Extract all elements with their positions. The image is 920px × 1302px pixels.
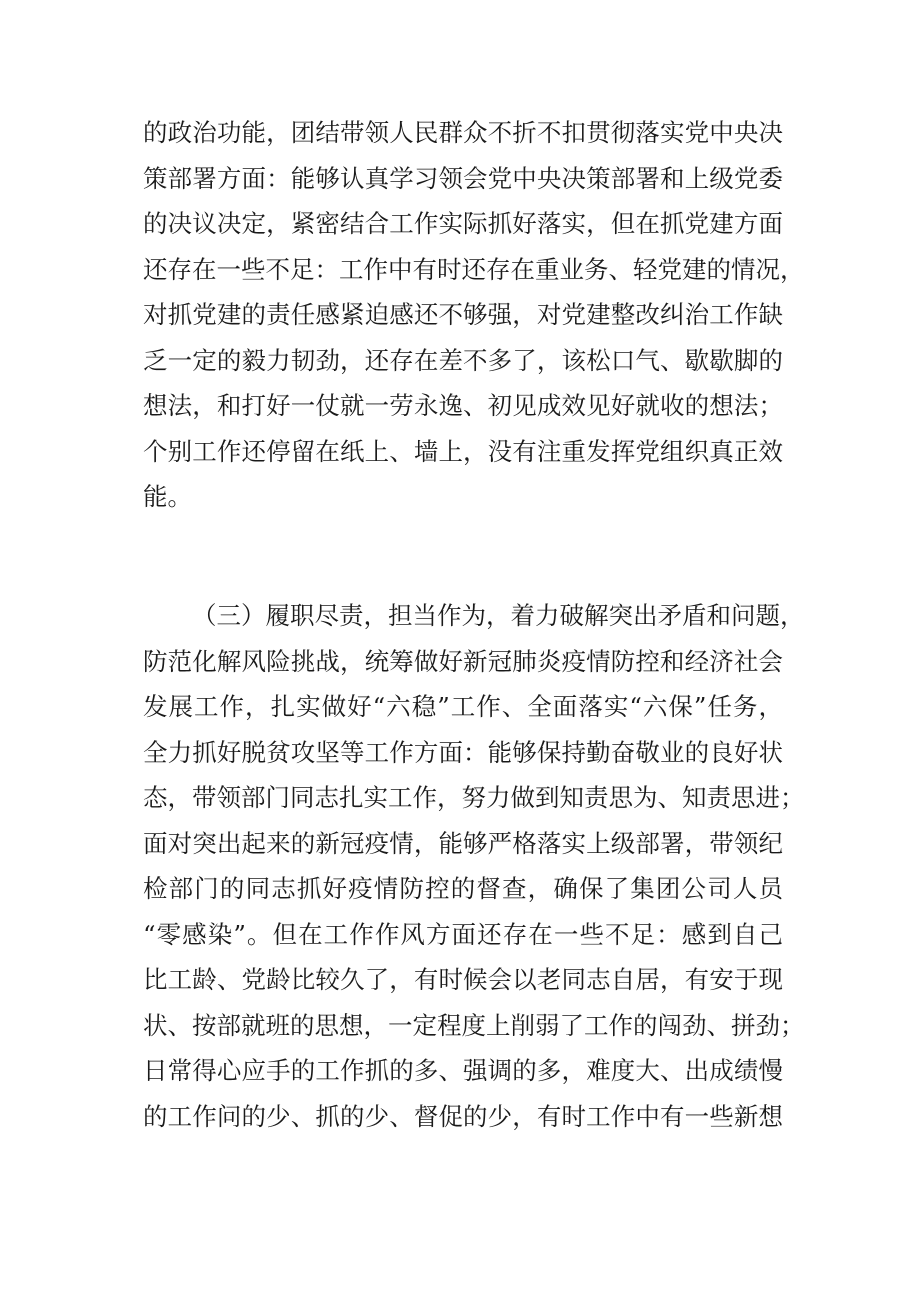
text-line: 能。 [143, 482, 192, 511]
text-line: 全力抓好脱贫攻坚等工作方面：能够保持勤奋敬业的良好状 [143, 737, 783, 767]
paragraph-2 [143, 593, 805, 1139]
text-line: 防范化解风险挑战，统筹做好新冠肺炎疫情防控和经济社会 [143, 646, 783, 676]
text-line: 的决议决定，紧密结合工作实际抓好落实，但在抓党建方面 [143, 209, 783, 238]
text-line: 比工龄、党龄比较久了，有时候会以老同志自居，有安于现 [143, 965, 783, 994]
text-line: 还存在一些不足：工作中有时还存在重业务、轻党建的情况， [143, 254, 805, 284]
text-line: 发展工作，扎实做好“六稳”工作、全面落实“六保”任务， [143, 692, 783, 721]
text-line: 的工作问的少、抓的少、督促的少，有时工作中有一些新想 [143, 1101, 783, 1131]
text-line: 策部署方面：能够认真学习领会党中央决策部署和上级党委 [143, 163, 783, 193]
text-line: “零感染”。但在工作作风方面还存在一些不足：感到自己 [143, 919, 783, 949]
text-line: 乏一定的毅力韧劲，还存在差不多了，该松口气、歇歇脚的 [143, 345, 783, 375]
text-line: 对抓党建的责任感紧迫感还不够强，对党建整改纠治工作缺 [143, 300, 783, 329]
text-line: （三）履职尽责，担当作为，着力破解突出矛盾和问题， [192, 601, 805, 630]
text-line: 状、按部就班的思想，一定程度上削弱了工作的闯劲、拼劲； [143, 1010, 805, 1040]
text-line: 态，带领部门同志扎实工作，努力做到知责思为、知责思进； [143, 783, 805, 812]
text-line: 检部门的同志抓好疫情防控的督查，确保了集团公司人员 [143, 874, 783, 903]
text-line: 日常得心应手的工作抓的多、强调的多，难度大、出成绩慢 [143, 1056, 783, 1085]
text-line: 想法，和打好一仗就一劳永逸、初见成效见好就收的想法； [143, 391, 783, 420]
text-line: 个别工作还停留在纸上、墙上，没有注重发挥党组织真正效 [143, 436, 783, 466]
text-line: 的政治功能，团结带领人民群众不折不扣贯彻落实党中央决 [143, 118, 783, 147]
text-line: 面对突出起来的新冠疫情，能够严格落实上级部署，带领纪 [143, 828, 783, 858]
paragraph-1 [143, 110, 805, 520]
